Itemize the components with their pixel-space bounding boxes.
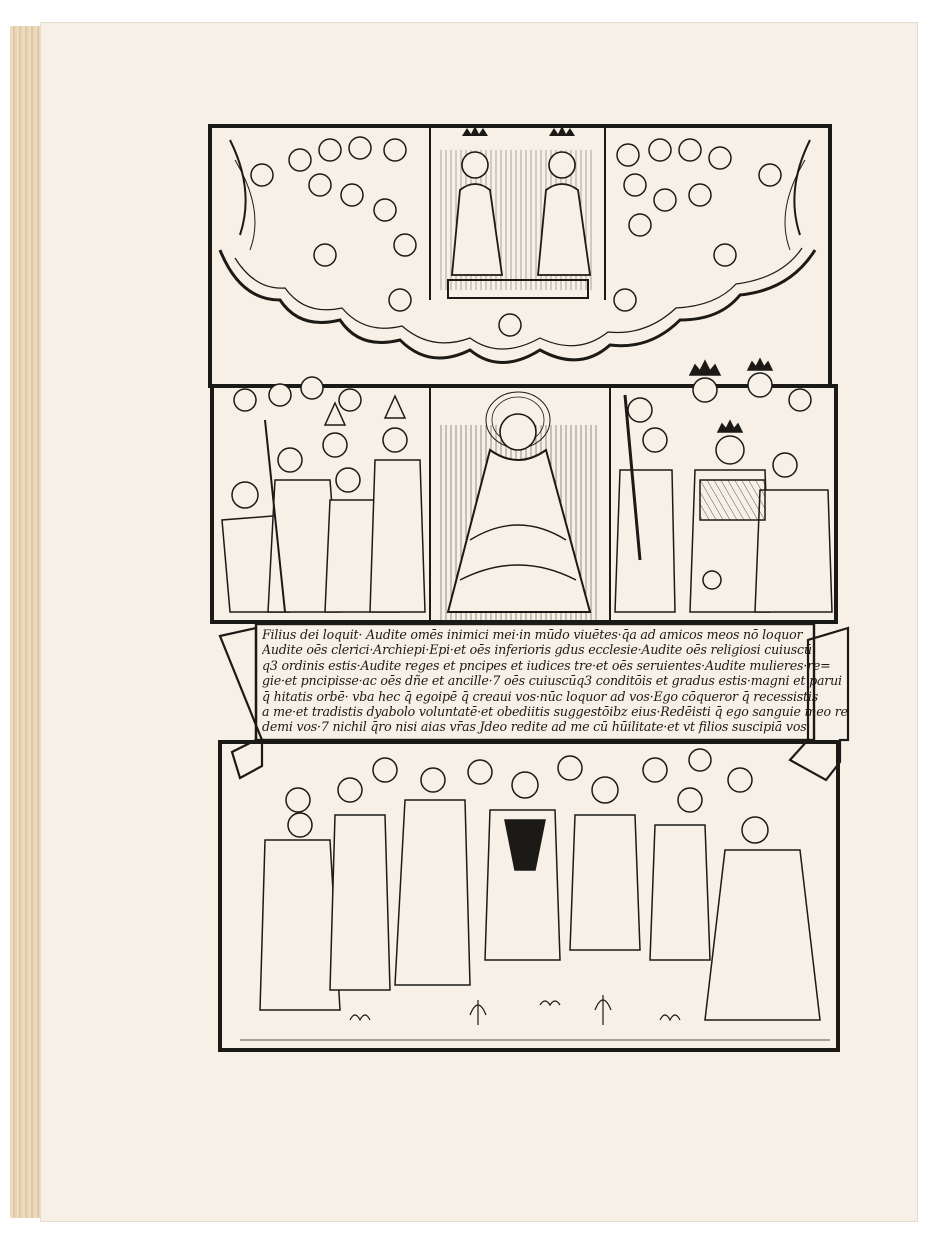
faithful-panel	[220, 742, 838, 1050]
rulers-group	[615, 359, 832, 612]
saints-left	[230, 137, 416, 311]
text-line: a me·et tradistis dyabolo voluntatē·et obediitis suggestōibz eius·Redēisti q̄ ego sanguie meo re	[262, 704, 848, 720]
text-line: demi vos·7 nichil q̄ro nisi aias vr̄as Jdeo redite ad me cū hūilitate·et vt filios suscipiā vos·	[262, 719, 811, 735]
saints-right	[614, 139, 810, 311]
latin-text-block	[262, 627, 848, 735]
text-line: Filius dei loquit· Audite omēs inimici mei·in mūdo viuētes·q̄a ad amicos meos nō loquor	[262, 627, 803, 642]
text-line: q̄ hitatis orbē· vba hec q̄ egoipē q̄ creaui vos·nūc loquor ad vos·Ego cōqueror q̄ recessistis	[262, 688, 819, 704]
text-line: Audite oēs clerici·Archiepi·Epi·et oēs inferioris gdus ecclesie·Audite oēs religiosi cuiuscū	[262, 642, 812, 658]
clergy-group	[222, 377, 425, 612]
text-line: gie·et pncipisse·ac oēs dñe et ancille·7 oēs cuiuscūq3 conditōis et gradus estis·magni et parui	[262, 673, 842, 689]
middle-panel	[212, 359, 836, 622]
text-line: q3 ordinis estis·Audite reges et pncipes et iudices tre·et oēs seruientes·Audite mulieres·re=	[262, 657, 831, 673]
heaven-panel	[210, 126, 830, 386]
